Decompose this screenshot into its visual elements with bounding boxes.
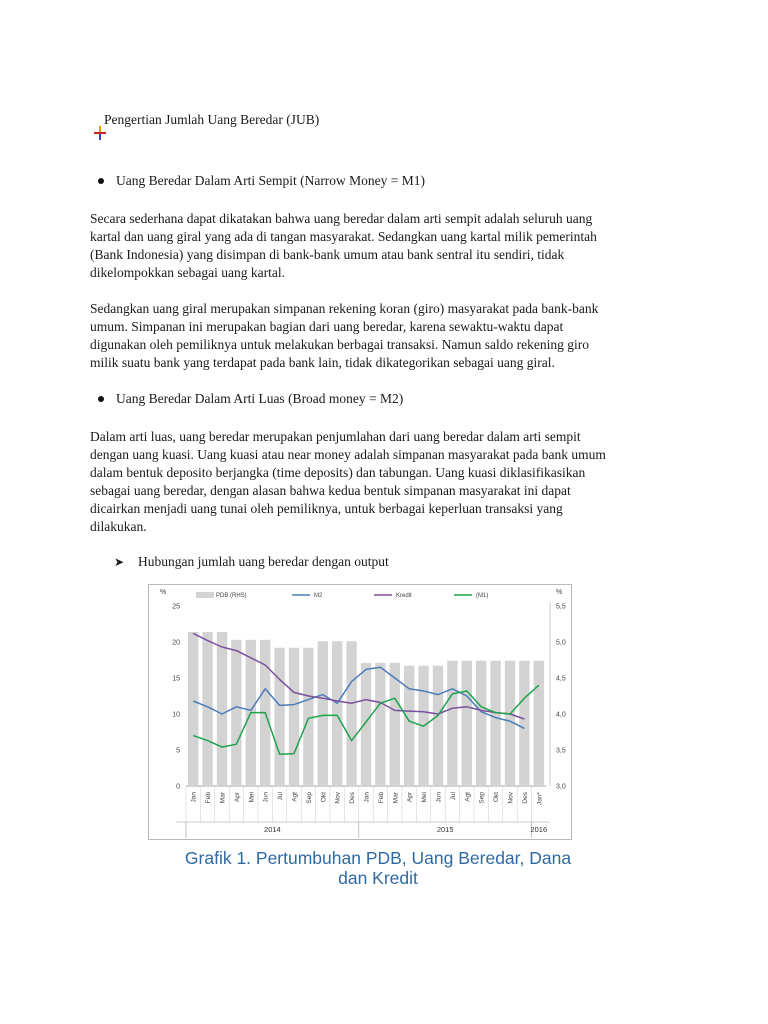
- x-tick-label: Sep: [305, 792, 313, 804]
- x-tick-label: Agt: [464, 792, 472, 802]
- pdb-bar: [534, 661, 544, 786]
- pdb-bar: [346, 641, 356, 786]
- text-line: milik suatu bank yang terdapat pada bank lain, tidak dikategorikan sebagai uang giral.: [90, 355, 555, 370]
- paragraph-narrow-money-2: [90, 300, 670, 372]
- right-tick-label: 3,5: [556, 747, 566, 755]
- bullet-text: Uang Beredar Dalam Arti Luas (Broad money = M2): [116, 391, 404, 406]
- text-line: umum. Simpanan ini merupakan bagian dari uang beredar, karena sewaktu-waktu dapat: [90, 319, 564, 334]
- left-tick-label: 5: [176, 747, 180, 755]
- x-tick-label: Agt: [291, 792, 299, 802]
- x-tick-label: Jan: [190, 792, 198, 803]
- page-title: Pengertian Jumlah Uang Beredar (JUB): [104, 112, 320, 127]
- bullet-text: Uang Beredar Dalam Arti Sempit (Narrow Money = M1): [116, 173, 426, 188]
- bullet-item-broad-money: [116, 390, 403, 408]
- left-tick-label: 15: [172, 675, 180, 683]
- text-line: Sedangkan uang giral merupakan simpanan rekening koran (giro) masyarakat pada bank-bank: [90, 301, 599, 316]
- pdb-bar: [361, 663, 371, 786]
- pdb-bar: [274, 648, 284, 786]
- bullet-dot-icon: [98, 178, 104, 184]
- year-label: 2014: [264, 825, 281, 834]
- bullet-item-narrow-money: [116, 172, 425, 190]
- x-tick-label: Sep: [478, 792, 486, 804]
- x-tick-label: Jun: [435, 792, 443, 803]
- x-tick-label: Mei: [248, 792, 256, 803]
- text-line: dilakukan.: [90, 519, 147, 534]
- pdb-bar: [519, 661, 529, 786]
- pdb-bar: [231, 640, 241, 786]
- right-tick-label: 5,5: [556, 603, 566, 611]
- x-tick-label: Apr: [233, 792, 241, 803]
- x-tick-label: Des: [349, 792, 357, 804]
- x-tick-label: Des: [521, 792, 529, 804]
- x-tick-label: Nov: [507, 792, 515, 804]
- pdb-bar: [490, 661, 500, 786]
- text-line: sebagai uang beredar, dengan alasan bahwa kedua bentuk simpanan masyarakat ini dapat: [90, 483, 571, 498]
- pdb-bar: [404, 666, 414, 786]
- arrow-item-jub-output: [114, 553, 389, 571]
- bullet-dot-icon: [98, 396, 104, 402]
- left-tick-label: 0: [176, 783, 180, 791]
- x-tick-label: Okt: [320, 792, 328, 803]
- x-tick-label: Jan: [363, 792, 371, 803]
- text-line: Dalam arti luas, uang beredar merupakan penjumlahan dari uang beredar dalam arti sempit: [90, 429, 581, 444]
- legend-label: (M1): [476, 593, 489, 599]
- pdb-bar: [318, 641, 328, 786]
- right-tick-label: 3,0: [556, 783, 566, 791]
- year-label: 2015: [436, 825, 454, 834]
- pdb-bar: [188, 632, 198, 786]
- pdb-bar: [447, 661, 457, 786]
- anchor-marker-icon: [94, 126, 106, 140]
- text-line: Secara sederhana dapat dikatakan bahwa uang beredar dalam arti sempit adalah seluruh uang: [90, 211, 593, 226]
- x-tick-label: Feb: [205, 792, 213, 804]
- text-line: (Bank Indonesia) yang disimpan di bank-bank umum atau bank sentral itu sendiri, tidak: [90, 247, 565, 262]
- text-line: dalam bentuk deposito berjangka (time deposits) dan tabungan. Uang kuasi diklasifikasikan: [90, 465, 586, 480]
- chart-frame: [148, 584, 572, 840]
- paragraph-narrow-money-1: [90, 210, 670, 282]
- chart-caption-line-1: Grafik 1. Pertumbuhan PDB, Uang Beredar, Dana: [184, 848, 572, 868]
- x-tick-label: Jul: [277, 792, 285, 801]
- x-tick-label: Mar: [392, 792, 400, 804]
- pdb-bar: [476, 661, 486, 786]
- pdb-bar: [289, 648, 299, 786]
- left-tick-label: 20: [172, 639, 180, 647]
- x-tick-label: Nov: [334, 792, 342, 804]
- pdb-bar: [375, 663, 385, 786]
- x-tick-label: Okt: [493, 792, 501, 803]
- text-line: dikelompokkan sebagai uang kartal.: [90, 265, 285, 280]
- x-tick-label: Jun: [262, 792, 270, 803]
- right-axis-unit: %: [556, 589, 563, 596]
- text-line: kartal dan uang giral yang ada di tangan masyarakat. Sedangkan uang kartal milik pemerintah: [90, 229, 597, 244]
- text-line: dengan uang kuasi. Uang kuasi atau near money adalah simpanan masyarakat pada bank umum: [90, 447, 606, 462]
- left-tick-label: 10: [172, 711, 180, 719]
- x-tick-label: Jan*: [536, 792, 544, 806]
- x-tick-label: Feb: [377, 792, 385, 804]
- arrow-item-text: Hubungan jumlah uang beredar dengan output: [138, 554, 389, 569]
- left-tick-label: 25: [172, 603, 180, 611]
- right-tick-label: 4,0: [556, 711, 566, 719]
- x-tick-label: Apr: [406, 792, 414, 803]
- pdb-bar: [462, 661, 472, 786]
- x-tick-label: Jul: [449, 792, 457, 801]
- pdb-bar: [433, 666, 443, 786]
- legend-label: PDB (RHS): [216, 593, 247, 599]
- pdb-bar: [332, 641, 342, 786]
- chart-caption-line-2: dan Kredit: [338, 868, 418, 888]
- x-tick-label: Mei: [421, 792, 429, 803]
- arrow-bullet-icon: ➤: [114, 555, 125, 569]
- paragraph-broad-money: [90, 428, 670, 536]
- pdb-bar: [217, 632, 227, 786]
- right-tick-label: 5,0: [556, 639, 566, 647]
- left-axis-unit: %: [160, 589, 167, 596]
- legend-label: M2: [314, 593, 323, 599]
- gdp-money-credit-chart: [148, 584, 572, 840]
- text-line: dicairkan menjadi uang tunai oleh pemiliknya, untuk berbagai keperluan transaksi yang: [90, 501, 563, 516]
- text-line: digunakan oleh pemiliknya untuk melakukan berbagai transaksi. Namun saldo rekening giro: [90, 337, 589, 352]
- right-tick-label: 4,5: [556, 675, 566, 683]
- x-tick-label: Mar: [219, 792, 227, 804]
- legend-label: Kredit: [396, 593, 412, 599]
- series-line-m2: [193, 667, 524, 728]
- year-label: 2016: [530, 825, 548, 834]
- legend-swatch: [196, 592, 214, 598]
